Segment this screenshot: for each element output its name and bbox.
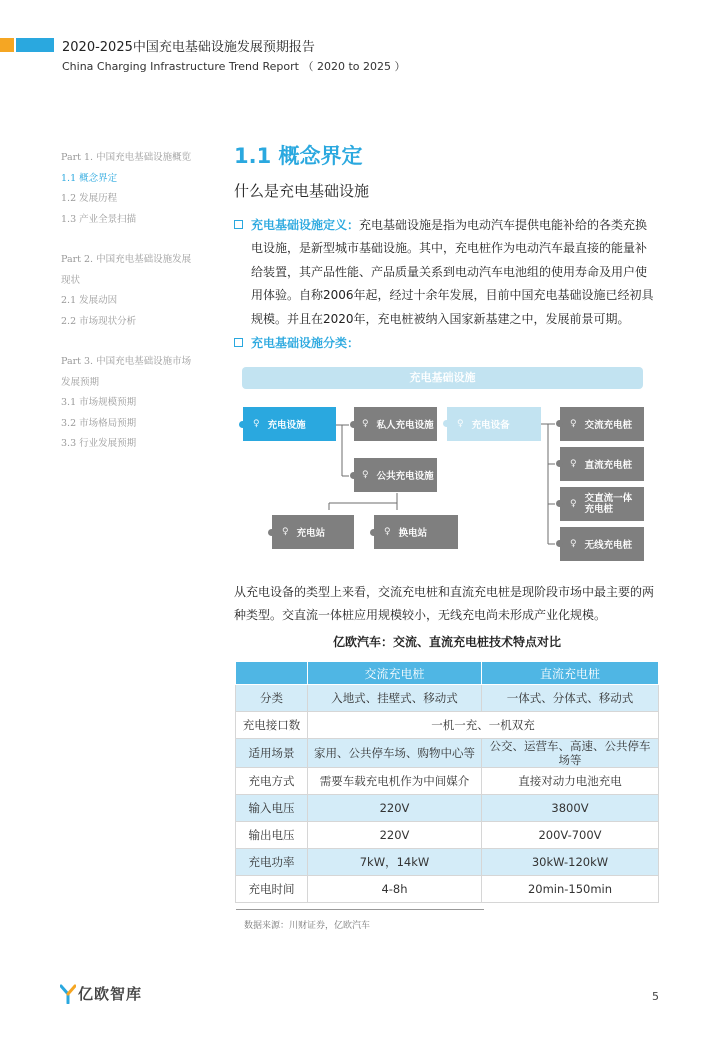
data-source: 数据来源：川财证券，亿欧汽车 [244, 921, 371, 931]
toc-item-3-3[interactable]: 3.3 行业发展预期 [61, 438, 137, 449]
connector-dot [556, 540, 563, 547]
toc-item-1-1[interactable]: 1.1 概念界定 [61, 172, 118, 184]
node-charging-station: ♀ 充电站 [272, 515, 354, 549]
row-label: 充电功率 [236, 849, 308, 876]
row-label: 充电方式 [236, 768, 308, 795]
merged-cell: 一机一充、一机双充 [308, 712, 659, 739]
definition-line: 规模。并且在2020年，充电桩被纳入国家新基建之中，发展前景可期。 [251, 311, 630, 326]
row-label: 分类 [236, 685, 308, 712]
table-row [236, 795, 659, 822]
logo-text: 亿欧智库 [78, 985, 143, 1003]
connector-dot [268, 529, 275, 536]
row-label: 输出电压 [236, 822, 308, 849]
lightbulb-icon: ♀ [253, 419, 260, 429]
table-row [236, 685, 659, 712]
dc-cell: 200V-700V [482, 822, 659, 849]
dc-cell: 一体式、分体式、移动式 [482, 685, 659, 712]
connector-dot [443, 420, 450, 427]
diagram-root-box: 充电基础设施 [242, 367, 643, 389]
lightbulb-icon: ♀ [282, 527, 289, 537]
toc-item-2-2[interactable]: 2.2 市场现状分析 [61, 315, 137, 327]
node-swap-station: ♀ 换电站 [374, 515, 458, 549]
node-wireless-pile: ♀ 无线充电桩 [560, 527, 644, 561]
dc-cell: 3800V [482, 795, 659, 822]
ac-cell: 220V [308, 795, 482, 822]
toc-part-2-cont[interactable]: 现状 [61, 274, 81, 286]
toc-item-1-2[interactable]: 1.2 发展历程 [61, 193, 118, 204]
definition-line: 用体验。自称2006年起，经过十余年发展，目前中国充电基础设施已经初具 [251, 288, 654, 303]
brand-logo[interactable] [60, 983, 142, 1004]
table-caption: 亿欧汽车：交流、直流充电桩技术特点对比 [332, 635, 561, 649]
lightbulb-icon: ♀ [457, 419, 464, 429]
definition-line: 电设施，是新型城市基础设施。其中，充电桩作为电动汽车最直接的能量补 [251, 241, 648, 256]
definition-line: 给装置，其产品性能、产品质量关系到电动汽车电池组的使用寿命及用户使 [251, 264, 648, 279]
table-row [236, 822, 659, 849]
ac-cell: 需要车载充电机作为中间媒介 [308, 768, 482, 795]
lightbulb-icon: ♀ [384, 527, 391, 537]
table-row [236, 739, 659, 768]
definition-line: 充电基础设施是指为电动汽车提供电能补给的各类充换 [359, 218, 648, 232]
toc-part-1[interactable]: Part 1. 中国充电基础设施概览 [61, 152, 192, 163]
equipment-paragraph [234, 581, 664, 627]
row-label: 充电接口数 [236, 712, 308, 739]
connector-dot [350, 421, 357, 428]
ac-cell: 220V [308, 822, 482, 849]
toc-item-2-1[interactable]: 2.1 发展动因 [61, 295, 118, 306]
section-title: 1.1 概念界定 [234, 144, 363, 168]
source-divider [236, 909, 484, 910]
connector-dot [239, 421, 246, 428]
node-private-facility: ♀ 私人充电设施 [354, 407, 437, 441]
lightbulb-icon: ♀ [570, 419, 577, 429]
table-header-cell: 直流充电桩 [482, 662, 659, 685]
ac-cell: 7kW，14kW [308, 849, 482, 876]
toc-part-2[interactable]: Part 2. 中国充电基础设施发展 [61, 254, 192, 265]
ac-cell: 入地式、挂壁式、移动式 [308, 685, 482, 712]
table-header-cell [236, 662, 308, 685]
logo-mark-icon [60, 984, 76, 1004]
ac-cell: 4-8h [308, 876, 482, 903]
toc-part-3[interactable]: Part 3. 中国充电基础设施市场 [61, 356, 192, 367]
toc-item-3-1[interactable]: 3.1 市场规模预期 [61, 397, 137, 408]
node-public-facility: ♀ 公共充电设施 [354, 458, 437, 492]
lightbulb-icon: ♀ [362, 419, 369, 429]
classification-heading: 充电基础设施分类： [234, 334, 359, 351]
comparison-table [235, 661, 659, 903]
report-title: 2020-2025中国充电基础设施发展预期报告 [62, 40, 315, 55]
toc-part-3-cont[interactable]: 发展预期 [61, 376, 100, 388]
node-charging-equipment: ♀ 充电设备 [447, 407, 541, 441]
connector-dot [350, 472, 357, 479]
node-ac-pile: ♀ 交流充电桩 [560, 407, 644, 441]
lightbulb-icon: ♀ [570, 539, 577, 549]
connector-dot [556, 500, 563, 507]
table-header-row [236, 662, 659, 685]
toc-item-3-2[interactable]: 3.2 市场格局预期 [61, 417, 137, 429]
lightbulb-icon: ♀ [362, 470, 369, 480]
toc-item-1-3[interactable]: 1.3 产业全景扫描 [61, 213, 137, 225]
section-subtitle: 什么是充电基础设施 [234, 182, 370, 200]
connector-dot [370, 529, 377, 536]
node-dc-pile: ♀ 直流充电桩 [560, 447, 644, 481]
row-label: 输入电压 [236, 795, 308, 822]
dc-cell: 直接对动力电池充电 [482, 768, 659, 795]
connector-dot [556, 420, 563, 427]
definition-label: 充电基础设施定义： [251, 218, 360, 232]
table-row [236, 876, 659, 903]
row-label: 适用场景 [236, 739, 308, 768]
table-row [236, 768, 659, 795]
row-label: 充电时间 [236, 876, 308, 903]
dc-cell: 公交、运营车、高速、公共停车 场等 [482, 739, 659, 768]
table-header-cell: 交流充电桩 [308, 662, 482, 685]
dc-cell: 20min-150min [482, 876, 659, 903]
lightbulb-icon: ♀ [570, 459, 577, 469]
ac-cell: 家用、公共停车场、购物中心等 [308, 739, 482, 768]
table-row [236, 849, 659, 876]
page-number: 5 [652, 990, 659, 1003]
node-charging-facility: ♀ 充电设施 [243, 407, 336, 441]
paragraph-line: 种类型。交直流一体桩应用规模较小，无线充电尚未形成产业化规模。 [234, 608, 607, 622]
lightbulb-icon: ♀ [570, 498, 577, 509]
dc-cell: 30kW-120kW [482, 849, 659, 876]
paragraph-line: 从充电设备的类型上来看，交流充电桩和直流充电桩是现阶段市场中最主要的两 [234, 585, 655, 599]
connector-dot [556, 460, 563, 467]
node-acdc-pile: ♀ 交直流一体 充电桩 [560, 487, 644, 521]
table-row [236, 712, 659, 739]
report-subtitle: China Charging Infrastructure Trend Report （ 2020 to 2025 ） [62, 60, 406, 73]
